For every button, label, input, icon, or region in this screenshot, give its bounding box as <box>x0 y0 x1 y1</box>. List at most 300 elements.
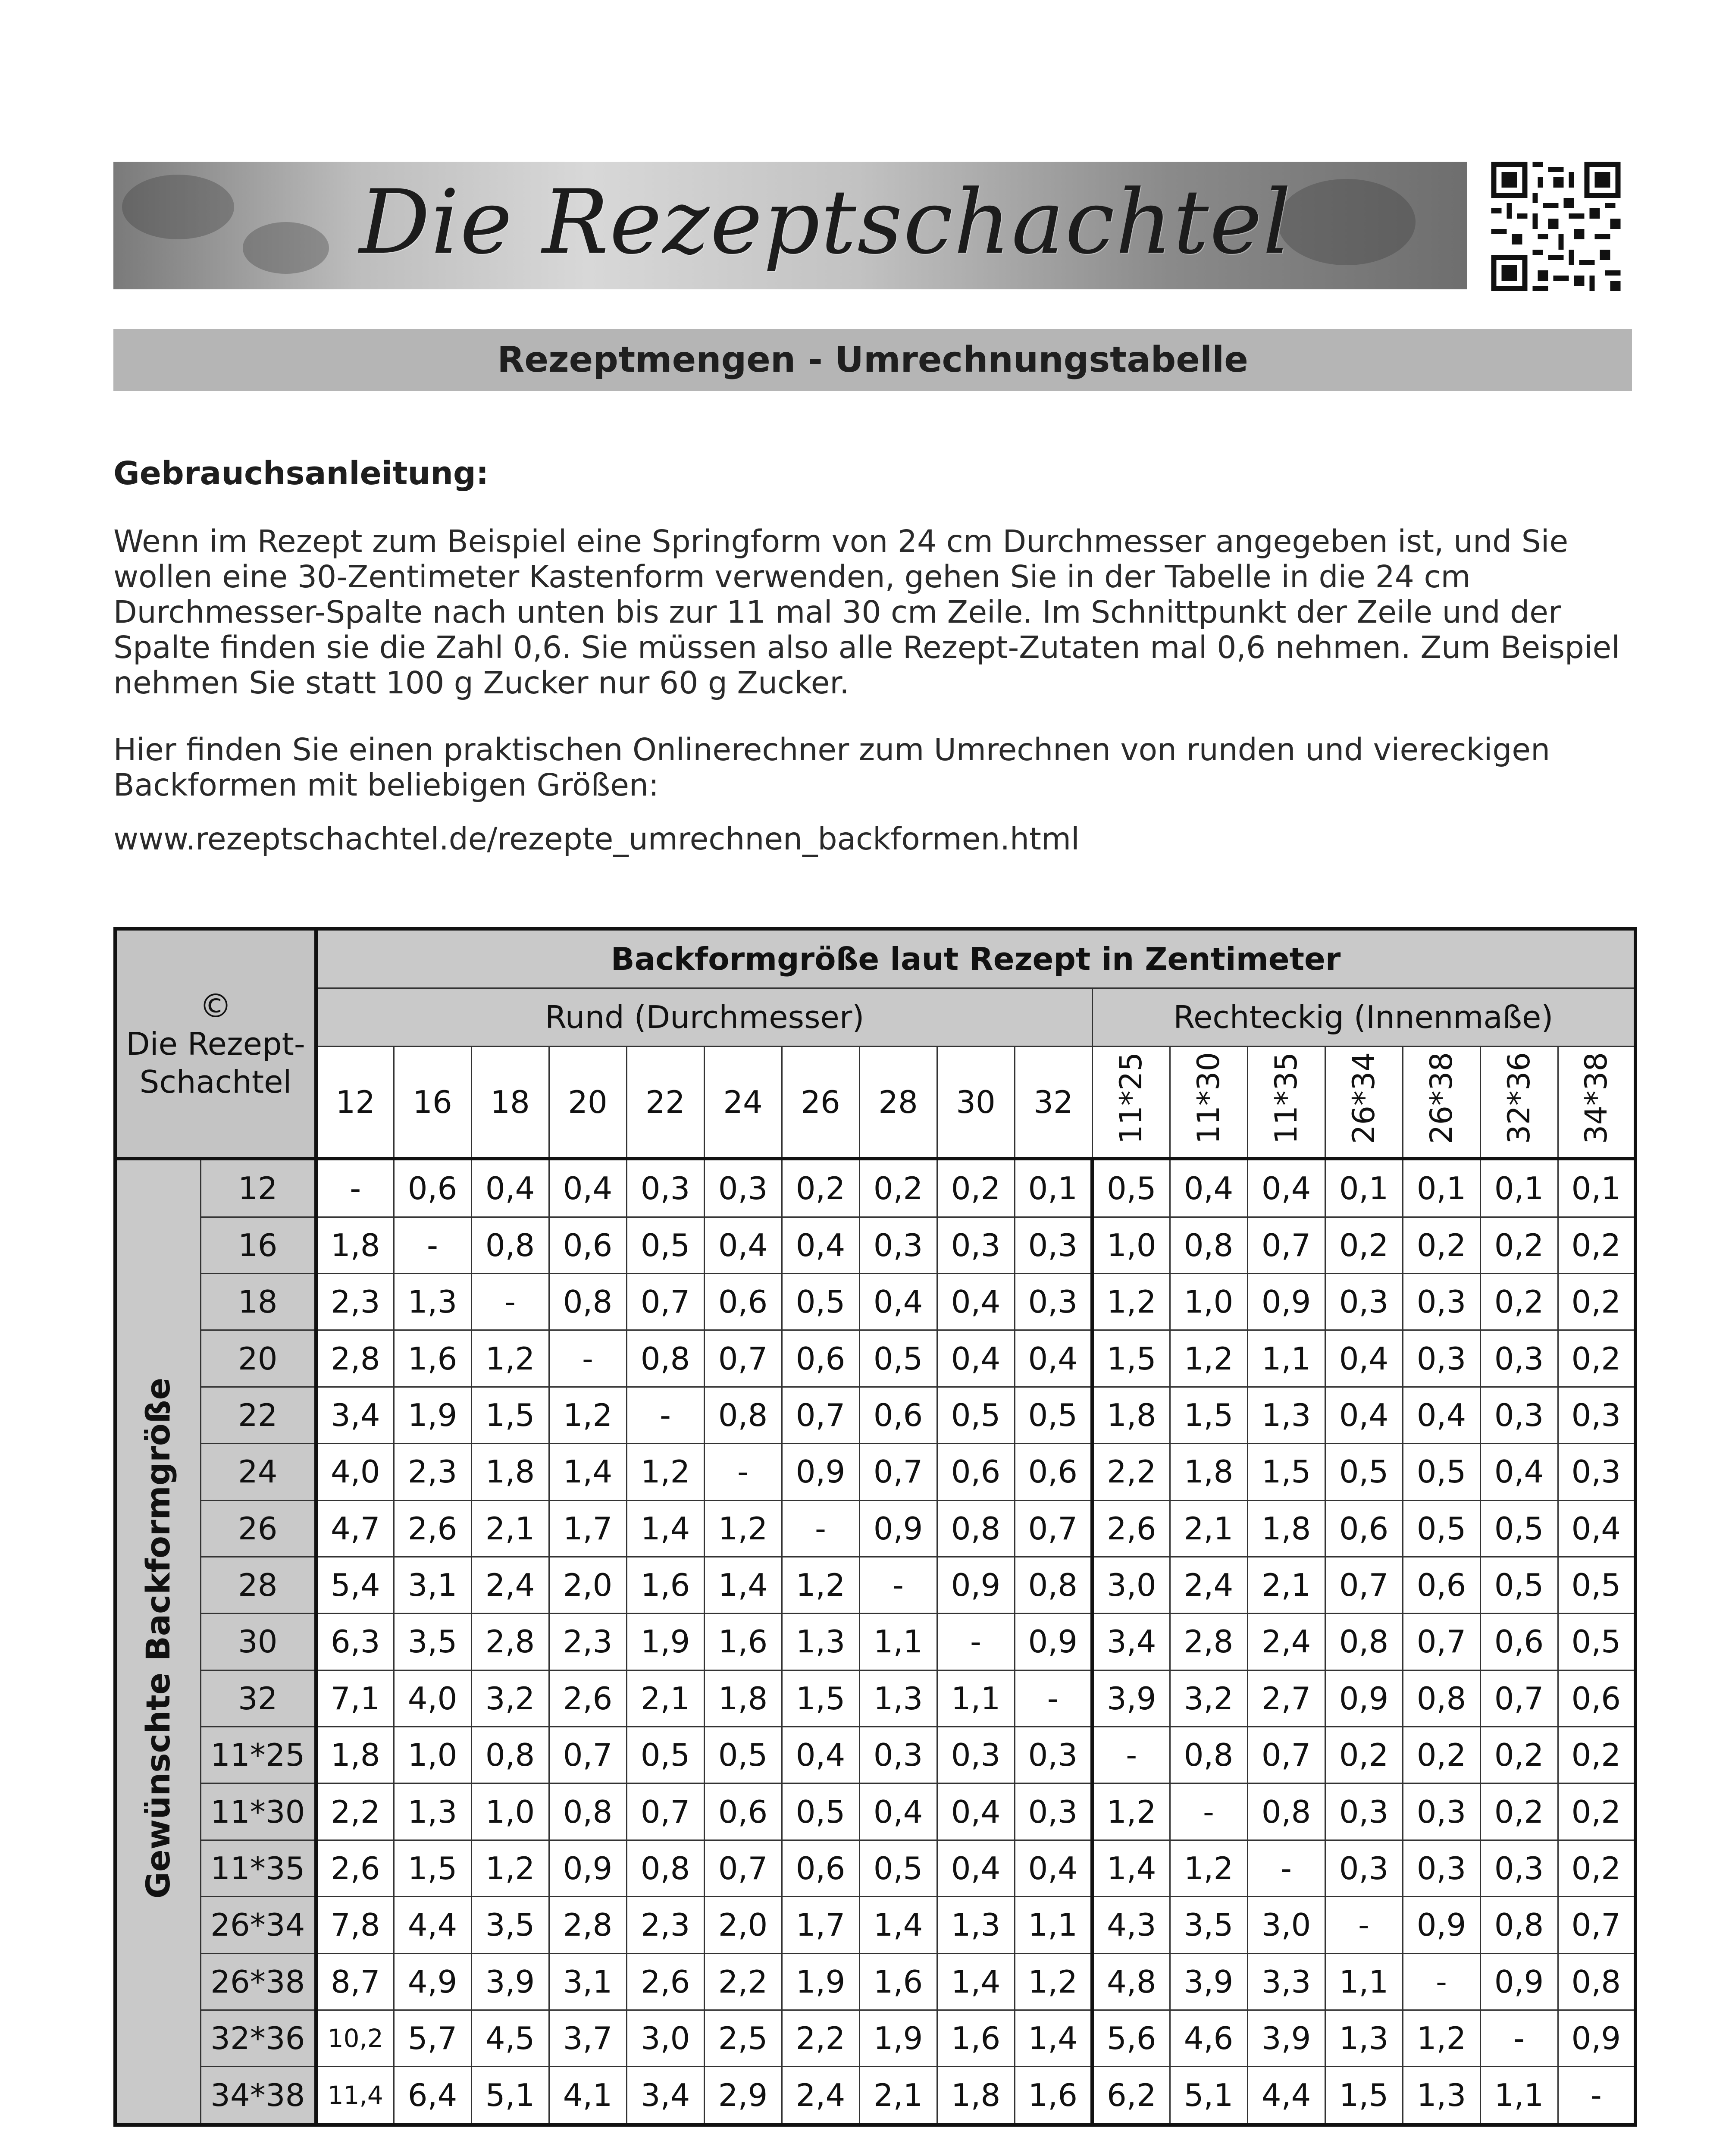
table-cell: 1,4 <box>549 1444 626 1500</box>
table-cell: 0,9 <box>1480 1953 1558 2010</box>
table-row <box>115 1387 1635 1443</box>
table-cell: 0,2 <box>1558 1274 1635 1330</box>
table-row <box>115 2067 1635 2125</box>
table-cell: 0,3 <box>1403 1840 1480 1896</box>
conversion-table <box>113 927 1637 2127</box>
column-header-label: 32*36 <box>1501 1052 1537 1144</box>
table-cell: 0,8 <box>1170 1727 1247 1783</box>
table-cell: 0,2 <box>859 1159 937 1217</box>
table-cell: 0,4 <box>1015 1330 1092 1387</box>
table-cell: 0,4 <box>937 1783 1015 1840</box>
table-cell: 1,9 <box>782 1953 859 2010</box>
table-cell: 2,2 <box>316 1783 394 1840</box>
brand-banner <box>113 162 1467 289</box>
table-cell: 0,8 <box>937 1500 1015 1557</box>
table-cell: 0,8 <box>471 1727 549 1783</box>
table-cell: 0,4 <box>1325 1387 1403 1443</box>
table-cell: 0,9 <box>1403 1897 1480 1953</box>
table-cell: 5,6 <box>1092 2010 1170 2066</box>
column-header-label: 16 <box>413 1084 452 1120</box>
column-header <box>704 1047 782 1159</box>
table-cell: 1,5 <box>1247 1444 1325 1500</box>
table-cell: 0,6 <box>1558 1670 1635 1727</box>
table-cell: 3,5 <box>1170 1897 1247 1953</box>
instructions-paragraph: Wenn im Rezept zum Beispiel eine Springform von 24 cm Durchmesser angegeben ist, und Sie wollen eine 30-Zentimeter Kastenform verwenden, gehen Sie in der Tabelle in die 24 cm Durchmesser-Spalte nach unten bis zur 11 mal 30 cm Zeile. Im Schnittpunkt der Zeile und der Spalte finden sie die Zahl 0,6. Sie müssen also alle Rezept-Zutaten mal 0,6 nehmen. Zum Beispiel nehmen Sie statt 100 g Zucker nur 60 g Zucker. <box>113 523 1620 701</box>
table-cell: 0,8 <box>1170 1217 1247 1273</box>
table-cell: 0,3 <box>1558 1444 1635 1500</box>
table-cell: 2,5 <box>704 2010 782 2066</box>
table-cell: 6,2 <box>1092 2067 1170 2125</box>
table-cell: 1,6 <box>937 2010 1015 2066</box>
row-header: 26 <box>200 1500 316 1557</box>
table-cell: 2,4 <box>1247 1614 1325 1670</box>
row-header: 22 <box>200 1387 316 1443</box>
table-cell: 0,1 <box>1403 1159 1480 1217</box>
table-cell: 2,3 <box>549 1614 626 1670</box>
table-cell: 2,8 <box>549 1897 626 1953</box>
column-header-label: 30 <box>956 1084 996 1120</box>
row-header: 30 <box>200 1614 316 1670</box>
table-cell: 0,5 <box>1558 1614 1635 1670</box>
table-cell: 1,3 <box>1325 2010 1403 2066</box>
table-row <box>115 1217 1635 1273</box>
column-header-label: 11*35 <box>1268 1052 1304 1144</box>
table-cell: - <box>1092 1727 1170 1783</box>
table-cell: 1,5 <box>782 1670 859 1727</box>
table-cell: 1,2 <box>471 1840 549 1896</box>
table-cell: 2,1 <box>471 1500 549 1557</box>
table-cell: 0,6 <box>1480 1614 1558 1670</box>
row-header: 20 <box>200 1330 316 1387</box>
table-cell: 2,6 <box>1092 1500 1170 1557</box>
table-cell: 0,1 <box>1480 1159 1558 1217</box>
table-cell: 0,5 <box>1480 1500 1558 1557</box>
table-cell: 0,9 <box>937 1557 1015 1613</box>
table-cell: 1,5 <box>471 1387 549 1443</box>
table-cell: 0,2 <box>1480 1217 1558 1273</box>
table-cell: 1,7 <box>549 1500 626 1557</box>
table-cell: 0,3 <box>1403 1330 1480 1387</box>
table-cell: 0,5 <box>859 1840 937 1896</box>
table-cell: - <box>704 1444 782 1500</box>
column-header-label: 24 <box>723 1084 763 1120</box>
table-cell: 4,8 <box>1092 1953 1170 2010</box>
table-cell: 4,5 <box>471 2010 549 2066</box>
table-cell: 1,6 <box>394 1330 471 1387</box>
table-cell: 2,4 <box>471 1557 549 1613</box>
table-cell: 0,9 <box>549 1840 626 1896</box>
table-cell: 0,3 <box>1480 1330 1558 1387</box>
table-cell: 0,1 <box>1015 1159 1092 1217</box>
table-cell: 1,6 <box>859 1953 937 2010</box>
table-row <box>115 1840 1635 1896</box>
table-cell: 0,8 <box>1015 1557 1092 1613</box>
table-cell: 1,8 <box>316 1217 394 1273</box>
table-cell: 4,3 <box>1092 1897 1170 1953</box>
table-cell: 7,1 <box>316 1670 394 1727</box>
table-cell: - <box>1558 2067 1635 2125</box>
table-cell: 7,8 <box>316 1897 394 1953</box>
table-cell: 0,7 <box>704 1840 782 1896</box>
column-header <box>1558 1047 1635 1159</box>
table-cell: 1,2 <box>471 1330 549 1387</box>
column-header <box>1480 1047 1558 1159</box>
table-cell: 1,2 <box>1170 1840 1247 1896</box>
table-cell: 4,7 <box>316 1500 394 1557</box>
table-cell: 1,2 <box>1170 1330 1247 1387</box>
table-cell: 0,2 <box>1325 1727 1403 1783</box>
table-cell: 0,7 <box>626 1783 704 1840</box>
table-cell: 0,6 <box>782 1840 859 1896</box>
table-cell: 10,2 <box>316 2010 394 2066</box>
column-header-label: 26*38 <box>1424 1052 1460 1144</box>
table-cell: 0,7 <box>859 1444 937 1500</box>
row-header: 12 <box>200 1159 316 1217</box>
calculator-link[interactable]: www.rezeptschachtel.de/rezepte_umrechnen_backformen.html <box>113 821 1080 857</box>
table-cell: 0,7 <box>1247 1727 1325 1783</box>
table-cell: 1,0 <box>1170 1274 1247 1330</box>
table-cell: 0,6 <box>704 1274 782 1330</box>
table-cell: 0,3 <box>1325 1274 1403 1330</box>
table-cell: 1,9 <box>859 2010 937 2066</box>
table-cell: 0,1 <box>1558 1159 1635 1217</box>
table-cell: 2,3 <box>626 1897 704 1953</box>
column-header <box>316 1047 394 1159</box>
table-cell: 1,2 <box>626 1444 704 1500</box>
table-cell: 4,4 <box>394 1897 471 1953</box>
column-header-label: 32 <box>1034 1084 1073 1120</box>
table-cell: 1,5 <box>1170 1387 1247 1443</box>
table-cell: 1,8 <box>937 2067 1015 2125</box>
header-round: Rund (Durchmesser) <box>316 988 1092 1047</box>
table-cell: 1,4 <box>1015 2010 1092 2066</box>
table-cell: 0,9 <box>859 1500 937 1557</box>
table-cell: 0,4 <box>859 1783 937 1840</box>
table-cell: - <box>859 1557 937 1613</box>
column-header-label: 20 <box>568 1084 608 1120</box>
table-cell: 2,2 <box>704 1953 782 2010</box>
table-cell: - <box>394 1217 471 1273</box>
table-cell: 0,3 <box>937 1217 1015 1273</box>
table-cell: 5,1 <box>471 2067 549 2125</box>
table-cell: 0,2 <box>1403 1217 1480 1273</box>
table-cell: - <box>471 1274 549 1330</box>
table-cell: 0,6 <box>549 1217 626 1273</box>
table-cell: 1,8 <box>471 1444 549 1500</box>
table-cell: 5,4 <box>316 1557 394 1613</box>
table-cell: 2,1 <box>626 1670 704 1727</box>
table-cell: 0,3 <box>1480 1840 1558 1896</box>
table-cell: 0,2 <box>1558 1217 1635 1273</box>
table-cell: 1,8 <box>1092 1387 1170 1443</box>
table-cell: 3,9 <box>1247 2010 1325 2066</box>
table-cell: 0,2 <box>1558 1330 1635 1387</box>
table-cell: 0,3 <box>1015 1217 1092 1273</box>
table-cell: 1,7 <box>782 1897 859 1953</box>
table-cell: 0,7 <box>1403 1614 1480 1670</box>
table-cell: 0,8 <box>549 1274 626 1330</box>
table-row <box>115 2010 1635 2066</box>
row-header: 34*38 <box>200 2067 316 2125</box>
table-cell: 0,7 <box>626 1274 704 1330</box>
table-row <box>115 1159 1635 1217</box>
table-cell: 2,1 <box>1170 1500 1247 1557</box>
table-cell: 0,2 <box>1480 1783 1558 1840</box>
table-cell: 0,4 <box>937 1274 1015 1330</box>
table-cell: 0,8 <box>1558 1953 1635 2010</box>
table-cell: 0,2 <box>937 1159 1015 1217</box>
column-header <box>394 1047 471 1159</box>
table-cell: 2,4 <box>782 2067 859 2125</box>
side-label-cell <box>115 1159 200 2125</box>
row-header: 11*25 <box>200 1727 316 1783</box>
table-cell: 2,0 <box>704 1897 782 1953</box>
table-cell: 0,7 <box>549 1727 626 1783</box>
row-header: 24 <box>200 1444 316 1500</box>
table-cell: 0,9 <box>1247 1274 1325 1330</box>
table-cell: 0,5 <box>1403 1500 1480 1557</box>
table-cell: 0,4 <box>549 1159 626 1217</box>
table-cell: 0,4 <box>471 1159 549 1217</box>
table-cell: 0,7 <box>1247 1217 1325 1273</box>
column-header <box>1092 1047 1170 1159</box>
table-cell: 0,5 <box>626 1217 704 1273</box>
table-cell: 0,3 <box>1480 1387 1558 1443</box>
table-cell: 3,4 <box>1092 1614 1170 1670</box>
row-header: 26*34 <box>200 1897 316 1953</box>
table-cell: 0,8 <box>1403 1670 1480 1727</box>
table-cell: 1,3 <box>1247 1387 1325 1443</box>
table-cell: 2,6 <box>394 1500 471 1557</box>
table-cell: 0,2 <box>1558 1840 1635 1896</box>
table-cell: 3,5 <box>394 1614 471 1670</box>
table-cell: 1,4 <box>859 1897 937 1953</box>
table-cell: 1,1 <box>1247 1330 1325 1387</box>
table-cell: 1,0 <box>1092 1217 1170 1273</box>
table-cell: - <box>316 1159 394 1217</box>
table-cell: 0,3 <box>1015 1783 1092 1840</box>
table-cell: 0,2 <box>1325 1217 1403 1273</box>
table-cell: 1,3 <box>394 1783 471 1840</box>
table-cell: 1,6 <box>704 1614 782 1670</box>
row-header: 32 <box>200 1670 316 1727</box>
table-cell: 0,7 <box>782 1387 859 1443</box>
table-cell: 0,3 <box>1015 1727 1092 1783</box>
table-cell: 1,5 <box>1325 2067 1403 2125</box>
table-cell: 3,4 <box>626 2067 704 2125</box>
table-cell: 4,0 <box>394 1670 471 1727</box>
table-cell: 3,9 <box>1092 1670 1170 1727</box>
calculator-hint: Hier finden Sie einen praktischen Onlinerechner zum Umrechnen von runden und viereckigen Backformen mit beliebigen Größen: <box>113 732 1550 803</box>
table-cell: 0,2 <box>1558 1783 1635 1840</box>
table-cell: 0,7 <box>1480 1670 1558 1727</box>
table-cell: 1,2 <box>704 1500 782 1557</box>
table-cell: 0,4 <box>1170 1159 1247 1217</box>
table-cell: 2,8 <box>471 1614 549 1670</box>
table-cell: 0,2 <box>1403 1727 1480 1783</box>
table-cell: - <box>1325 1897 1403 1953</box>
table-cell: 0,7 <box>1015 1500 1092 1557</box>
table-cell: 3,9 <box>471 1953 549 2010</box>
table-cell: 0,8 <box>626 1330 704 1387</box>
table-row <box>115 1500 1635 1557</box>
table-cell: 0,4 <box>937 1330 1015 1387</box>
table-cell: 1,2 <box>1403 2010 1480 2066</box>
table-cell: 0,9 <box>1015 1614 1092 1670</box>
table-cell: 0,8 <box>1480 1897 1558 1953</box>
column-header-label: 26 <box>801 1084 840 1120</box>
table-cell: 4,1 <box>549 2067 626 2125</box>
table-cell: 3,0 <box>1092 1557 1170 1613</box>
table-cell: 2,8 <box>316 1330 394 1387</box>
table-cell: 0,3 <box>1325 1783 1403 1840</box>
table-cell: 3,7 <box>549 2010 626 2066</box>
table-cell: 1,4 <box>704 1557 782 1613</box>
row-header: 28 <box>200 1557 316 1613</box>
copyright-symbol: © <box>199 986 232 1025</box>
table-cell: 6,4 <box>394 2067 471 2125</box>
table-cell: 2,3 <box>394 1444 471 1500</box>
table-cell: 1,1 <box>937 1670 1015 1727</box>
table-cell: 0,5 <box>704 1727 782 1783</box>
table-cell: 2,7 <box>1247 1670 1325 1727</box>
table-cell: 0,4 <box>1558 1500 1635 1557</box>
table-cell: 0,5 <box>1092 1159 1170 1217</box>
table-cell: 1,5 <box>394 1840 471 1896</box>
table-cell: 1,8 <box>316 1727 394 1783</box>
table-cell: 1,2 <box>549 1387 626 1443</box>
table-cell: 0,3 <box>1558 1387 1635 1443</box>
table-cell: 5,7 <box>394 2010 471 2066</box>
table-cell: 3,9 <box>1170 1953 1247 2010</box>
table-cell: 8,7 <box>316 1953 394 2010</box>
table-cell: 1,3 <box>782 1614 859 1670</box>
table-cell: 1,9 <box>626 1614 704 1670</box>
row-header: 32*36 <box>200 2010 316 2066</box>
column-header <box>626 1047 704 1159</box>
table-cell: 1,8 <box>1247 1500 1325 1557</box>
table-cell: 3,5 <box>471 1897 549 1953</box>
column-header <box>782 1047 859 1159</box>
table-cell: 3,4 <box>316 1387 394 1443</box>
table-cell: 1,0 <box>394 1727 471 1783</box>
table-cell: 2,0 <box>549 1557 626 1613</box>
qr-code <box>1481 162 1630 291</box>
table-cell: 1,2 <box>1092 1783 1170 1840</box>
table-cell: 1,3 <box>394 1274 471 1330</box>
header-rect: Rechteckig (Innenmaße) <box>1092 988 1635 1047</box>
column-header <box>471 1047 549 1159</box>
table-cell: 1,2 <box>782 1557 859 1613</box>
table-cell: 0,4 <box>782 1727 859 1783</box>
table-cell: 2,2 <box>782 2010 859 2066</box>
table-cell: 1,5 <box>1092 1330 1170 1387</box>
table-cell: 0,3 <box>1325 1840 1403 1896</box>
table-cell: 0,1 <box>1325 1159 1403 1217</box>
table-cell: 1,8 <box>1170 1444 1247 1500</box>
table-cell: 1,1 <box>859 1614 937 1670</box>
table-cell: 1,1 <box>1015 1897 1092 1953</box>
table-cell: - <box>782 1500 859 1557</box>
column-header-label: 11*25 <box>1113 1052 1149 1144</box>
column-header-label: 18 <box>490 1084 530 1120</box>
table-cell: 4,0 <box>316 1444 394 1500</box>
table-cell: 3,1 <box>549 1953 626 2010</box>
table-cell: 0,3 <box>704 1159 782 1217</box>
table-cell: 2,1 <box>859 2067 937 2125</box>
column-header <box>859 1047 937 1159</box>
table-cell: 0,2 <box>1480 1274 1558 1330</box>
table-cell: 0,4 <box>704 1217 782 1273</box>
table-cell: 0,4 <box>1325 1330 1403 1387</box>
table-cell: 0,7 <box>704 1330 782 1387</box>
table-cell: 4,4 <box>1247 2067 1325 2125</box>
table-cell: 0,3 <box>1015 1274 1092 1330</box>
column-header <box>1247 1047 1325 1159</box>
table-cell: - <box>1247 1840 1325 1896</box>
column-header-label: 11*30 <box>1191 1052 1227 1144</box>
table-cell: 3,0 <box>626 2010 704 2066</box>
table-cell: 0,4 <box>1480 1444 1558 1500</box>
table-row <box>115 1614 1635 1670</box>
column-header-label: 26*34 <box>1346 1052 1382 1144</box>
table-cell: 0,6 <box>782 1330 859 1387</box>
table-cell: 0,6 <box>704 1783 782 1840</box>
table-cell: 2,8 <box>1170 1614 1247 1670</box>
table-cell: - <box>549 1330 626 1387</box>
instructions-heading: Gebrauchsanleitung: <box>113 455 489 492</box>
table-cell: 1,9 <box>394 1387 471 1443</box>
table-cell: - <box>1403 1953 1480 2010</box>
table-cell: 1,6 <box>626 1557 704 1613</box>
row-header: 16 <box>200 1217 316 1273</box>
table-cell: 0,6 <box>394 1159 471 1217</box>
table-cell: 0,8 <box>626 1840 704 1896</box>
table-cell: 0,5 <box>1015 1387 1092 1443</box>
table-cell: 1,8 <box>704 1670 782 1727</box>
table-cell: 0,5 <box>626 1727 704 1783</box>
table-cell: 3,1 <box>394 1557 471 1613</box>
table-cell: 1,4 <box>937 1953 1015 2010</box>
table-row <box>115 1953 1635 2010</box>
table-cell: 2,6 <box>316 1840 394 1896</box>
table-cell: 2,4 <box>1170 1557 1247 1613</box>
table-cell: 0,3 <box>937 1727 1015 1783</box>
corner-line-1: Die Rezept- <box>126 1025 305 1062</box>
table-cell: - <box>1015 1670 1092 1727</box>
table-cell: - <box>1170 1783 1247 1840</box>
table-cell: 0,5 <box>782 1783 859 1840</box>
table-cell: 0,8 <box>549 1783 626 1840</box>
table-cell: 0,8 <box>704 1387 782 1443</box>
column-header <box>549 1047 626 1159</box>
table-cell: 0,2 <box>782 1159 859 1217</box>
row-header: 11*30 <box>200 1783 316 1840</box>
table-cell: 0,5 <box>1480 1557 1558 1613</box>
table-cell: 1,2 <box>1015 1953 1092 2010</box>
table-cell: 0,5 <box>937 1387 1015 1443</box>
table-row <box>115 1670 1635 1727</box>
table-cell: 3,2 <box>471 1670 549 1727</box>
table-cell: 1,3 <box>1403 2067 1480 2125</box>
table-cell: 11,4 <box>316 2067 394 2125</box>
table-cell: 0,4 <box>1403 1387 1480 1443</box>
table-cell: - <box>1480 2010 1558 2066</box>
corner-line-2: Schachtel <box>139 1063 292 1100</box>
table-row <box>115 1274 1635 1330</box>
table-cell: 0,5 <box>1325 1444 1403 1500</box>
table-cell: 0,9 <box>1325 1670 1403 1727</box>
